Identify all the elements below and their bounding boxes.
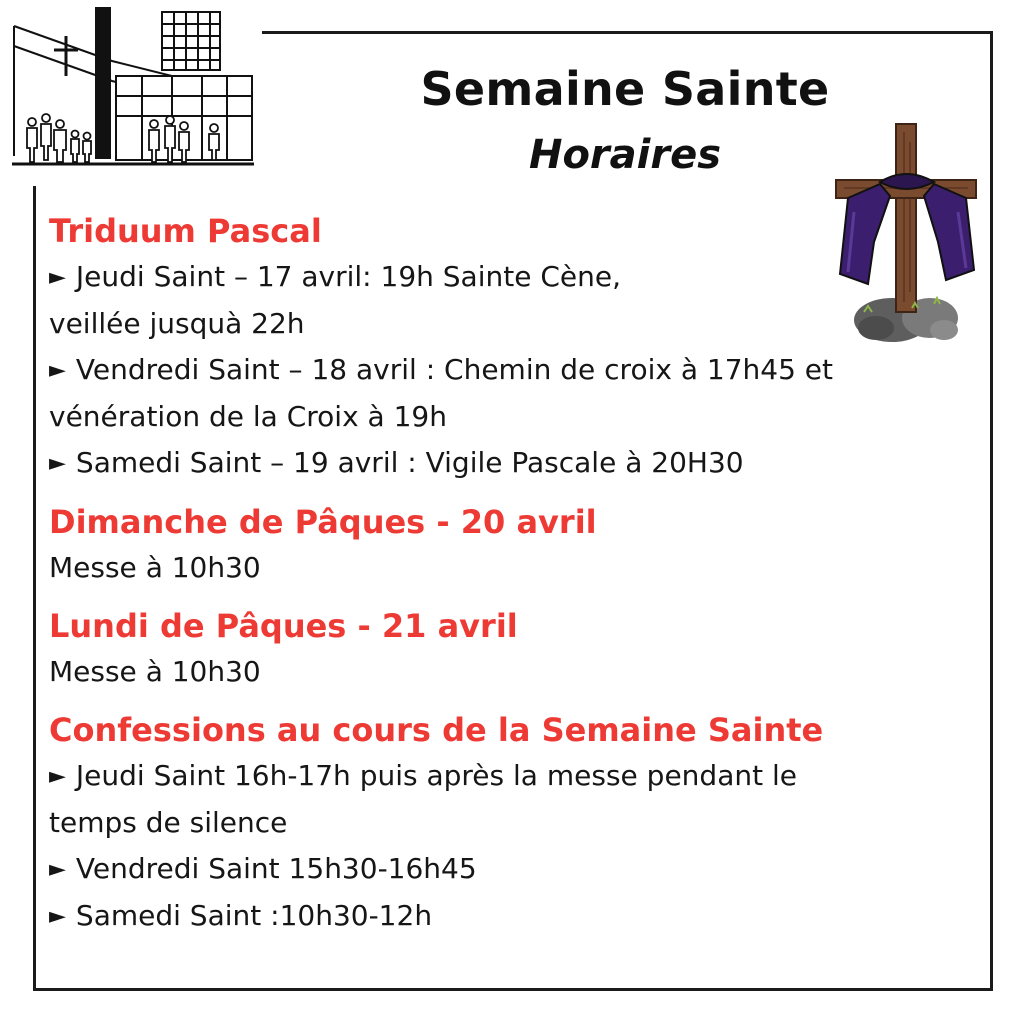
section-heading: Lundi de Pâques - 21 avril — [49, 607, 518, 645]
arrow-right-icon: ► — [49, 904, 66, 929]
schedule-line: veillée jusquà 22h — [49, 307, 305, 340]
schedule-line: ► Samedi Saint :10h30-12h — [49, 893, 969, 940]
schedule-line: vénération de la Croix à 19h — [49, 400, 447, 433]
schedule-line: temps de silence — [49, 806, 288, 839]
schedule-line: Messe à 10h30 — [49, 655, 261, 688]
schedule-line: ► Jeudi Saint 16h-17h puis après la messe pendant le — [49, 753, 969, 800]
church-building-drawing — [12, 6, 254, 176]
schedule-line: Messe à 10h30 — [49, 551, 261, 584]
section-triduum — [49, 208, 969, 487]
schedule-line: ► Vendredi Saint – 18 avril : Chemin de croix à 17h45 et — [49, 347, 969, 394]
schedule-content — [49, 208, 969, 940]
section-heading: Triduum Pascal — [49, 212, 322, 250]
section-heading: Confessions au cours de la Semaine Sainte — [49, 711, 824, 749]
section-lundi — [49, 603, 969, 695]
arrow-right-icon: ► — [49, 764, 66, 789]
page-title: Semaine Sainte — [420, 62, 830, 116]
page-subtitle: Horaires — [528, 132, 722, 178]
arrow-right-icon: ► — [49, 265, 66, 290]
arrow-right-icon: ► — [49, 451, 66, 476]
schedule-line: ► Samedi Saint – 19 avril : Vigile Pascale à 20H30 — [49, 440, 969, 487]
schedule-line: ► Vendredi Saint 15h30-16h45 — [49, 846, 969, 893]
arrow-right-icon: ► — [49, 358, 66, 383]
section-dimanche — [49, 499, 969, 591]
arrow-right-icon: ► — [49, 857, 66, 882]
section-heading: Dimanche de Pâques - 20 avril — [49, 503, 597, 541]
schedule-line: ► Jeudi Saint – 17 avril: 19h Sainte Cène, — [49, 254, 969, 301]
section-confessions — [49, 707, 969, 940]
